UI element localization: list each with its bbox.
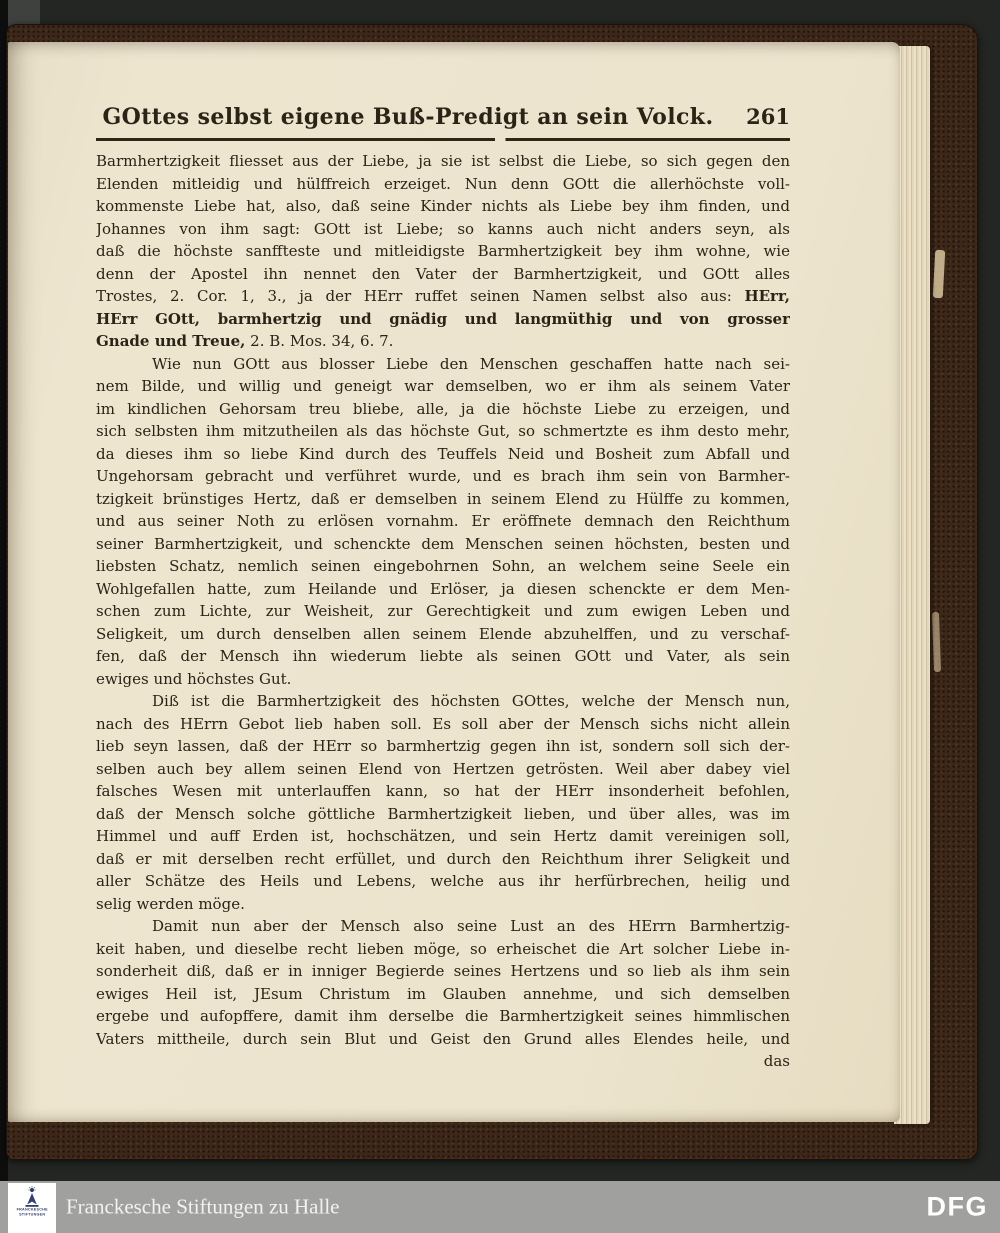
text-line: daß der Mensch solche göttliche Barmhertzigkeit lieben, und über alles, was im [96,804,790,823]
text-line: Wie nun GOtt aus blosser Liebe den Menschen geschaffen hatte nach sei- [152,354,790,373]
text-line: selig werden möge. [96,894,245,913]
text-line: im kindlichen Gehorsam treu bliebe, alle, ja die höchste Liebe zu erzeigen, und [96,399,790,418]
text-line: HErr GOtt, barmhertzig und gnädig und langmüthig und von grosser [96,309,790,328]
institution-name: Franckesche Stiftungen zu Halle [66,1194,340,1219]
text-line: das [763,1052,790,1070]
text-line: Damit nun aber der Mensch also seine Lust an des HErrn Barmhertzig- [152,917,790,935]
text-line: aller Schätze des Heils und Lebens, welche aus ihr herfürbrechen, heilig und [96,872,790,890]
page-header [96,104,790,130]
text-line: Vaters mittheile, durch sein Blut und Geist den Grund alles Elendes heile, und [96,1029,790,1048]
book-page [8,42,900,1122]
text-block [96,150,790,1073]
franckesche-logo[interactable] [8,1183,56,1233]
cover-wear-mark [933,250,945,298]
footer-bar [0,1181,1000,1233]
text-line: Johannes von ihm sagt: GOtt ist Liebe; so kanns auch nicht anders seyn, als [96,219,790,238]
text-line: selben auch bey allem seinen Elend von Hertzen getrösten. Weil aber dabey viel [96,759,790,778]
text-line: seiner Barmhertzigkeit, und schenckte dem Menschen seinen höchsten, besten und [96,534,790,553]
page-title: GOttes selbst eigene Buß-Predigt an sein Volck. [102,104,714,130]
cover-wear-mark [932,612,941,672]
text-line: kommenste Liebe hat, also, daß seine Kinder nichts als Liebe bey ihm finden, und [96,197,790,215]
text-line: ergebe und aufopffere, damit ihm derselbe die Barmhertzigkeit seines himmlischen [96,1007,790,1025]
text-line: daß er mit derselben recht erfüllet, und durch den Reichthum ihrer Seligkeit und [96,849,790,868]
text-line: ewiges Heil ist, JEsum Christum im Glauben annehme, und sich demselben [96,984,790,1003]
header-rule [96,138,790,141]
page-content [96,104,790,1073]
text-line: schen zum Lichte, zur Weisheit, zur Gerechtigkeit und zum ewigen Leben und [96,602,790,620]
text-line: nach des HErrn Gebot lieb haben soll. Es soll aber der Mensch sichs nicht allein [96,714,790,733]
text-line: falsches Wesen mit unterlauffen kann, so hat der HErr insonderheit befohlen, [96,782,790,800]
text-line: keit haben, und dieselbe recht lieben möge, so erheischet die Art solcher Liebe in- [96,939,790,958]
text-line: sich selbsten ihm mitzutheilen als das höchste Gut, so schmertzte es ihm desto mehr, [96,422,790,440]
text-line: liebsten Schatz, nemlich seinen eingebohrnen Sohn, an welchem seine Seele ein [96,557,790,575]
text-line: Trostes, 2. Cor. 1, 3., ja der HErr ruffet seinen Namen selbst also aus: HErr, [96,287,790,305]
text-line: Himmel und auff Erden ist, hochschätzen, und sein Hertz damit vereinigen soll, [96,827,790,845]
text-line: nem Bilde, und willig und geneigt war demselben, wo er ihm als seinem Vater [96,377,790,395]
text-line: Seligkeit, um durch denselben allen seinem Elende abzuhelffen, und zu verschaf- [96,624,790,643]
text-line: fen, daß der Mensch ihn wiederum liebte als seinen GOtt und Vater, als sein [96,647,790,665]
page-number: 261 [746,104,790,129]
text-line: Wohlgefallen hatte, zum Heilande und Erlöser, ja diesen schenckte er dem Men- [96,579,790,598]
text-line: da dieses ihm so liebe Kind durch des Teuffels Neid und Bosheit zum Abfall und [96,444,790,463]
text-line: Barmhertzigkeit fliesset aus der Liebe, ja sie ist selbst die Liebe, so sich gegen den [96,152,790,170]
text-line: und aus seiner Noth zu erlösen vornahm. Er eröffnete demnach den Reichthum [96,512,790,530]
franckesche-emblem-icon [21,1186,43,1208]
text-line: lieb seyn lassen, daß der HErr so barmhertzig gegen ihn ist, sondern soll sich der- [96,737,790,755]
text-line: sonderheit diß, daß er in inniger Begierde seines Hertzens und so lieb als ihm sein [96,962,790,980]
text-line: Elenden mitleidig und hülffreich erzeiget. Nun denn GOtt die allerhöchste voll- [96,174,790,193]
text-line: ewiges und höchstes Gut. [96,669,292,688]
text-line: Diß ist die Barmhertzigkeit des höchsten GOttes, welche der Mensch nun, [152,692,790,710]
dfg-logo[interactable]: DFG [926,1191,988,1222]
text-line: tzigkeit brünstiges Hertz, daß er demselben in seinem Elend zu Hülffe zu kommen, [96,489,790,508]
text-line: Gnade und Treue, 2. B. Mos. 34, 6. 7. [96,332,394,350]
text-line: Ungehorsam gebracht und verführet wurde, und es brach ihm sein von Barmher- [96,467,790,485]
franckesche-logo-text: FRANCKESCHE STIFTUNGEN [16,1208,48,1217]
text-line: daß die höchste sanffteste und mitleidigste Barmhertzigkeit bey ihm wohne, wie [96,242,790,260]
text-line: denn der Apostel ihn nennet den Vater der Barmhertzigkeit, und GOtt alles [96,264,790,283]
